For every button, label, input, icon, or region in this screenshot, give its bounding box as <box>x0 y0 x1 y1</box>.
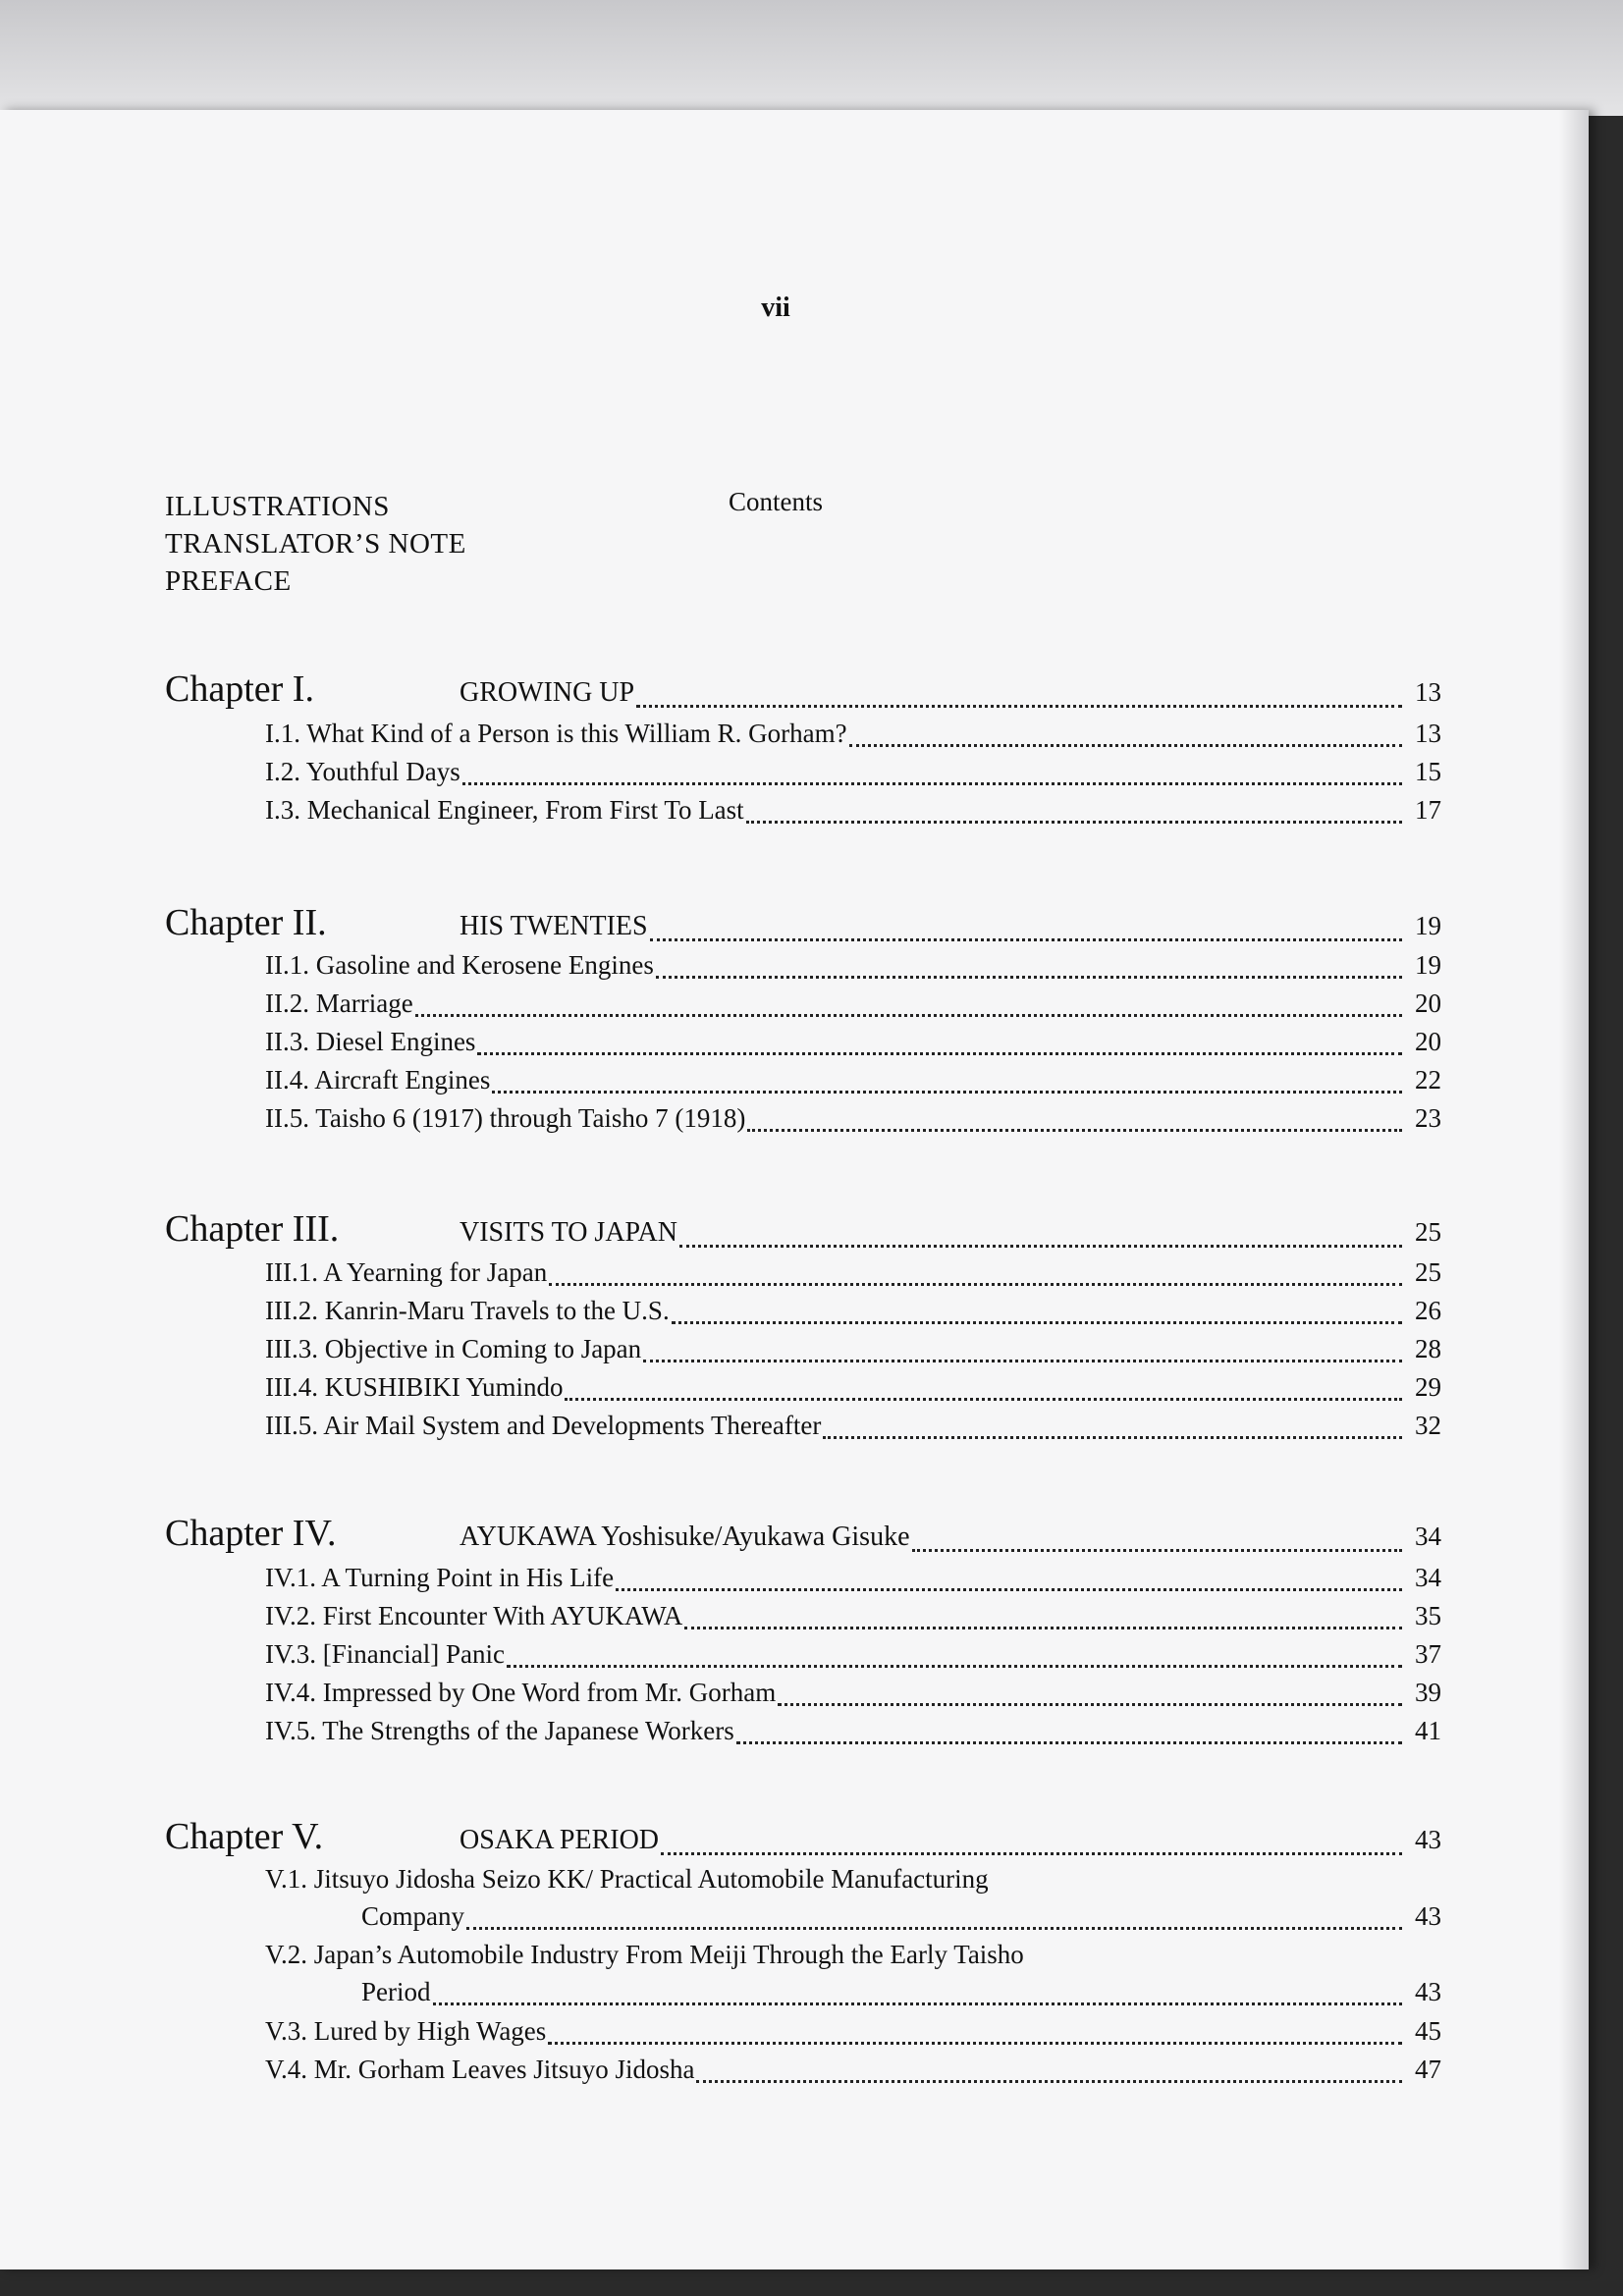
entry-text: IV.1. A Turning Point in His Life <box>265 1563 615 1592</box>
toc-entry <box>265 950 1441 986</box>
entry-text: I.2. Youthful Days <box>265 757 460 786</box>
page-ref: 25 <box>1415 1217 1441 1247</box>
entry-continuation-text: Company <box>361 1901 464 1931</box>
chapter-title: GROWING UP <box>460 677 635 708</box>
toc-entry <box>265 2055 1441 2090</box>
dot-leader <box>746 821 1402 824</box>
dot-leader <box>616 1588 1402 1591</box>
dot-leader <box>679 1245 1402 1248</box>
entry-text: III.4. KUSHIBIKI Yumindo <box>265 1372 564 1402</box>
toc-entry <box>265 795 1441 830</box>
entry-text: II.2. Marriage <box>265 988 413 1018</box>
entry-continuation-text: Period <box>361 1977 431 2006</box>
dot-leader <box>433 2002 1403 2005</box>
toc-entry <box>265 1563 1441 1598</box>
page-ref: 20 <box>1415 988 1441 1018</box>
toc-entry <box>265 2016 1441 2052</box>
chapter-heading <box>165 1815 1441 1862</box>
entry-text: V.3. Lured by High Wages <box>265 2016 547 2046</box>
dot-leader <box>643 1360 1402 1362</box>
page-ref: 43 <box>1415 1977 1441 2006</box>
chapter-heading <box>165 1207 1441 1255</box>
toc-entry <box>265 1103 1441 1139</box>
page-ref: 37 <box>1415 1639 1441 1669</box>
dot-leader <box>466 1927 1402 1930</box>
toc-entry <box>265 1411 1441 1446</box>
page-ref: 41 <box>1415 1716 1441 1745</box>
dot-leader <box>548 2042 1402 2045</box>
dot-leader <box>684 1627 1402 1629</box>
dot-leader <box>747 1129 1402 1132</box>
entry-continuation <box>265 1901 1441 1937</box>
page-number: vii <box>761 293 790 323</box>
chapter-title: VISITS TO JAPAN <box>460 1217 677 1248</box>
page-ref: 28 <box>1415 1334 1441 1363</box>
page-ref: 19 <box>1415 950 1441 980</box>
page-ref: 25 <box>1415 1257 1441 1287</box>
toc-entry <box>265 1296 1441 1331</box>
toc-entry <box>265 1678 1441 1713</box>
dot-leader <box>565 1398 1402 1401</box>
page-ref: 17 <box>1415 795 1441 825</box>
chapter-title: AYUKAWA Yoshisuke/Ayukawa Gisuke <box>460 1522 910 1552</box>
entry-text: IV.3. [Financial] Panic <box>265 1639 505 1669</box>
page-ref: 19 <box>1415 911 1441 940</box>
entry-text: III.2. Kanrin-Maru Travels to the U.S. <box>265 1296 670 1325</box>
dot-leader <box>656 976 1402 979</box>
dot-leader <box>636 705 1402 708</box>
chapter-label: Chapter I. <box>165 668 314 710</box>
entry-text: III.3. Objective in Coming to Japan <box>265 1334 642 1363</box>
toc-entry <box>265 1601 1441 1636</box>
toc-entry <box>265 988 1441 1024</box>
toc-entry <box>265 1639 1441 1675</box>
page-ref: 13 <box>1415 719 1441 748</box>
page-ref: 15 <box>1415 757 1441 786</box>
toc-entry <box>265 719 1441 754</box>
chapter-title: HIS TWENTIES <box>460 911 648 941</box>
contents-title: Contents <box>728 487 823 516</box>
toc-entry <box>265 757 1441 792</box>
dot-leader <box>672 1321 1402 1324</box>
front-matter-illustrations: ILLUSTRATIONS <box>165 491 390 522</box>
chapter-label: Chapter V. <box>165 1816 324 1857</box>
dot-leader <box>650 938 1402 941</box>
entry-text: IV.5. The Strengths of the Japanese Workers <box>265 1716 734 1745</box>
book-page <box>0 110 1589 2269</box>
toc-entry <box>265 1027 1441 1062</box>
entry-continuation <box>265 1977 1441 2012</box>
page-ref: 22 <box>1415 1065 1441 1095</box>
dot-leader <box>477 1052 1402 1055</box>
dot-leader <box>823 1436 1402 1439</box>
page-ref: 43 <box>1415 1825 1441 1854</box>
chapter-heading <box>165 667 1441 715</box>
scan-background <box>0 0 1623 116</box>
page-ref: 39 <box>1415 1678 1441 1707</box>
page-ref: 43 <box>1415 1901 1441 1931</box>
dot-leader <box>736 1741 1402 1744</box>
dot-leader <box>462 782 1402 785</box>
entry-text: I.3. Mechanical Engineer, From First To Last <box>265 795 744 825</box>
entry-text: V.2. Japan’s Automobile Industry From Meiji Through the Early Taisho <box>265 1940 1024 1969</box>
chapter-heading <box>165 1512 1441 1559</box>
toc-entry <box>265 1065 1441 1100</box>
entry-text: II.1. Gasoline and Kerosene Engines <box>265 950 654 980</box>
toc-entry <box>265 1257 1441 1293</box>
page-ref: 29 <box>1415 1372 1441 1402</box>
page-ref: 26 <box>1415 1296 1441 1325</box>
toc-entry <box>265 1940 1441 2012</box>
dot-leader <box>778 1703 1402 1706</box>
chapter-label: Chapter II. <box>165 902 327 943</box>
toc-entry <box>265 1372 1441 1408</box>
toc-entry <box>265 1864 1441 1937</box>
dot-leader <box>696 2080 1402 2083</box>
front-matter-translators-note: TRANSLATOR’S NOTE <box>165 528 466 560</box>
entry-text: III.1. A Yearning for Japan <box>265 1257 548 1287</box>
entry-text: V.4. Mr. Gorham Leaves Jitsuyo Jidosha <box>265 2055 695 2084</box>
page-ref: 13 <box>1415 677 1441 707</box>
page-ref: 23 <box>1415 1103 1441 1133</box>
dot-leader <box>415 1014 1402 1017</box>
entry-text: IV.4. Impressed by One Word from Mr. Gorham <box>265 1678 777 1707</box>
page-ref: 34 <box>1415 1563 1441 1592</box>
chapter-label: Chapter III. <box>165 1208 340 1250</box>
page-ref: 20 <box>1415 1027 1441 1056</box>
page-ref: 34 <box>1415 1522 1441 1551</box>
dot-leader <box>507 1665 1402 1668</box>
page-ref: 47 <box>1415 2055 1441 2084</box>
dot-leader <box>912 1549 1403 1552</box>
page-ref: 32 <box>1415 1411 1441 1440</box>
dot-leader <box>849 744 1402 747</box>
entry-text: III.5. Air Mail System and Developments Thereafter <box>265 1411 822 1440</box>
entry-text: II.5. Taisho 6 (1917) through Taisho 7 (1918) <box>265 1103 746 1133</box>
entry-text: V.1. Jitsuyo Jidosha Seizo KK/ Practical Automobile Manufacturing <box>265 1864 989 1894</box>
chapter-title: OSAKA PERIOD <box>460 1825 660 1855</box>
entry-text: II.3. Diesel Engines <box>265 1027 476 1056</box>
dot-leader <box>492 1091 1402 1094</box>
dot-leader <box>661 1852 1402 1855</box>
entry-text: IV.2. First Encounter With AYUKAWA <box>265 1601 683 1630</box>
front-matter-preface: PREFACE <box>165 565 292 597</box>
entry-text: II.4. Aircraft Engines <box>265 1065 491 1095</box>
page-ref: 35 <box>1415 1601 1441 1630</box>
toc-entry <box>265 1334 1441 1369</box>
chapter-heading <box>165 901 1441 948</box>
dot-leader <box>549 1283 1402 1286</box>
toc-entry <box>265 1716 1441 1751</box>
entry-text: I.1. What Kind of a Person is this William R. Gorham? <box>265 719 847 748</box>
chapter-label: Chapter IV. <box>165 1513 337 1554</box>
page-ref: 45 <box>1415 2016 1441 2046</box>
